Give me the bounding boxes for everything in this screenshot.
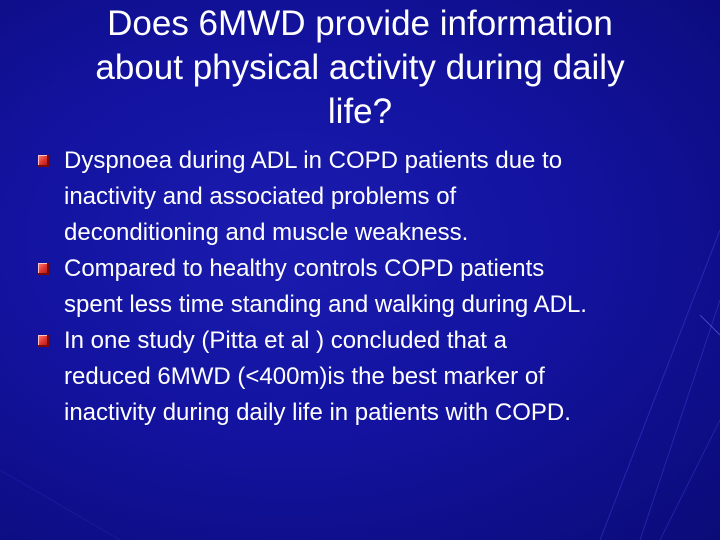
bullet-1-line-2: inactivity and associated problems of [64,183,457,210]
slide-title [20,2,700,134]
bullet-3-line-3: inactivity during daily life in patients with COPD. [64,399,571,426]
bullet-3-line-2: reduced 6MWD (<400m)is the best marker of [64,363,545,390]
bullet-1-line-1: Dyspnoea during ADL in COPD patients due to [64,147,563,174]
bullet-square-icon [38,263,49,275]
slide-title-line-1: Does 6MWD provide information [107,4,613,43]
bullet-item-healthy-controls [32,251,702,323]
slide-title-line-3: life? [327,92,393,131]
bullet-square-icon [38,155,49,167]
bullet-item-dyspnoea [32,143,702,251]
bullet-item-pitta-study [32,323,702,431]
bullet-square-icon [38,335,49,347]
slide-title-line-2: about physical activity during daily [95,48,625,87]
bullet-list [32,143,702,431]
bullet-2-line-2: spent less time standing and walking during ADL. [64,291,587,318]
bullet-3-line-1: In one study (Pitta et al ) concluded that a [64,327,507,354]
bullet-1-line-3: deconditioning and muscle weakness. [64,219,469,246]
bullet-2-line-1: Compared to healthy controls COPD patients [64,255,545,282]
